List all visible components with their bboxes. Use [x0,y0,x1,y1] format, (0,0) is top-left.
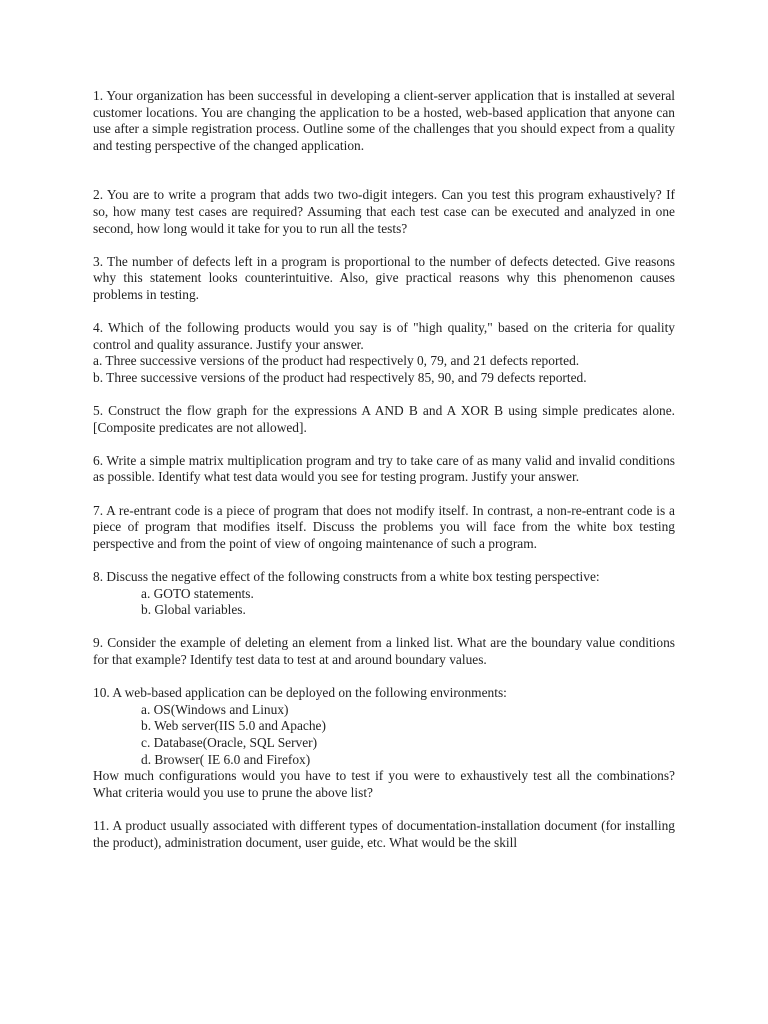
question-2-text: 2. You are to write a program that adds two two-digit integers. Can you test this program exhaustively? If so, how many test cases are required? Assuming that each test case can be executed and analyzed in one second, how long would it take for you to run all the tests? [93,187,675,236]
question-5-text: 5. Construct the flow graph for the expressions A AND B and A XOR B using simple predicates alone. [Composite predicates are not allowed]. [93,403,675,435]
question-6-text: 6. Write a simple matrix multiplication program and try to take care of as many valid and invalid conditions as possible. Identify what test data would you see for testing program. Justify your answer. [93,452,675,485]
question-8-item-b: b. Global variables. [141,602,246,618]
question-11-text: 11. A product usually associated with different types of documentation-installation document (for installing the product), administration document, user guide, etc. What would be the skill [93,817,675,850]
question-9 [93,635,675,668]
question-1-text: 1. Your organization has been successful in developing a client-server application that is installed at several customer locations. You are changing the application to be a hosted, web-based application that anyone can use after a simple registration process. Outline some of the challenges that you should expect from a quality and testing perspective of the changed application. [93,88,675,153]
question-4-option-a: a. Three successive versions of the product had respectively 0, 79, and 21 defects reported. [93,353,580,369]
question-10-item-b: b. Web server(IIS 5.0 and Apache) [141,718,326,734]
question-10 [93,685,675,801]
question-4-text: 4. Which of the following products would you say is of "high quality," based on the criteria for quality control and quality assurance. Justify your answer. [93,320,675,352]
question-7-text: 7. A re-entrant code is a piece of program that does not modify itself. In contrast, a non-re-entrant code is a piece of program that modifies itself. Discuss the problems you will face from the white box testing perspective and from the point of view of ongoing maintenance of such a program. [93,502,675,551]
question-11 [93,818,675,850]
question-8-item-a: a. GOTO statements. [141,585,254,601]
question-2 [93,187,675,237]
question-10-followup: How much configurations would you have to test if you were to exhaustively test all the combinations? What criteria would you use to prune the above list? [93,768,675,800]
document-page [93,88,675,850]
question-4 [93,320,675,386]
question-5 [93,403,675,436]
question-8 [93,569,675,619]
question-3 [93,254,675,304]
question-4-option-b: b. Three successive versions of the product had respectively 85, 90, and 79 defects reported. [93,369,587,385]
question-10-item-a: a. OS(Windows and Linux) [141,701,289,717]
question-6 [93,453,675,486]
question-7 [93,503,675,553]
question-9-text: 9. Consider the example of deleting an element from a linked list. What are the boundary value conditions for that example? Identify test data to test at and around boundary values. [93,635,675,667]
question-3-text: 3. The number of defects left in a program is proportional to the number of defects detected. Give reasons why this statement looks counterintuitive. Also, give practical reasons why this phenomenon causes problems in testing. [93,253,675,302]
question-8-text: 8. Discuss the negative effect of the following constructs from a white box testing perspective: [93,569,600,585]
question-10-item-d: d. Browser( IE 6.0 and Firefox) [141,751,311,767]
question-10-text: 10. A web-based application can be deployed on the following environments: [93,685,507,701]
question-1 [93,88,675,154]
question-10-item-c: c. Database(Oracle, SQL Server) [141,734,318,750]
